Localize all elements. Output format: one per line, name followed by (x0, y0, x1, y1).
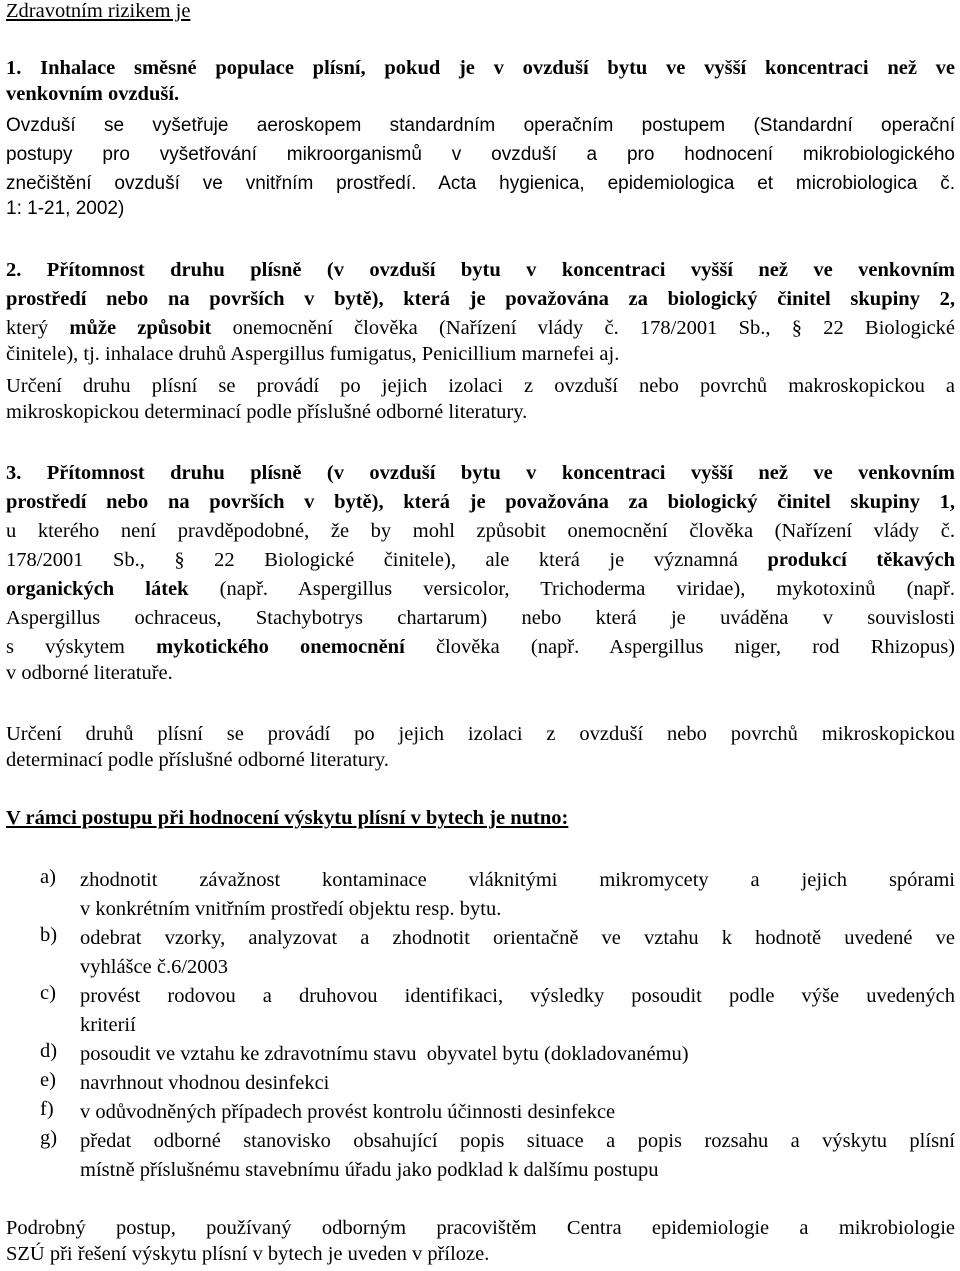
item-3-text-line: v odborné literatuře. (6, 662, 173, 684)
list-item-text: kriterií (80, 1014, 136, 1036)
list-item-text: provést rodovou a druhovou identifikaci, výsledky posoudit podle výše uvedených (80, 985, 955, 1007)
section-heading: Zdravotním rizikem je (6, 0, 191, 22)
text-span: 22 Biologické (802, 317, 955, 339)
list-item-text: navrhnout vhodnou desinfekci (80, 1072, 330, 1094)
item-2-text-line (6, 343, 619, 366)
text-span: člověka (např. Aspergillus niger, rod Rhizopus) (404, 636, 955, 658)
closing-line: SZÚ při řešení výskytu plísní v bytech je uveden v příloze. (6, 1243, 490, 1265)
list-marker: d) (40, 1040, 58, 1062)
bold-span: může způsobit (69, 317, 212, 339)
citation-span: Acta hygienica, epidemiologica et microbiologica č. (438, 173, 956, 194)
text-span: 22 Biologické činitele), ale která je významná (184, 549, 768, 571)
item-3-text-line: Aspergillus ochraceus, Stachybotrys chartarum) nebo která je uváděna v souvislosti (6, 607, 955, 629)
item-1-text-line: postupy pro vyšetřování mikroorganismů v ovzduší a pro hodnocení mikrobiologického (6, 144, 955, 165)
list-item-text: místně příslušnému stavebnímu úřadu jako podklad k dalšímu postupu (80, 1159, 659, 1181)
paragraph-line: Určení druhů plísní se provádí po jejich izolaci z ovzduší nebo povrchů mikroskopickou (6, 723, 955, 745)
list-item-text: v konkrétním vnitřním prostředí objektu resp. bytu. (80, 898, 502, 920)
bold-span: organických látek (6, 578, 189, 600)
list-marker: a) (40, 866, 56, 888)
item-3-text-line (6, 575, 955, 604)
section-sign-icon: § (174, 549, 185, 571)
list-marker: g) (40, 1127, 58, 1149)
list-marker: f) (40, 1098, 54, 1120)
text-span: který (6, 317, 70, 339)
item-3-text-line (6, 633, 955, 662)
list-item-text: předat odborné stanovisko obsahující popis situace a popis rozsahu a výskytu plísní (80, 1130, 955, 1152)
item-2-title: 2. Přítomnost druhu plísně (v ovzduší bytu v koncentraci vyšší než ve venkovním (6, 259, 955, 281)
item-3-title: 3. Přítomnost druhu plísně (v ovzduší bytu v koncentraci vyšší než ve venkovním (6, 462, 955, 484)
item-1-title: 1. Inhalace směsné populace plísní, pokud je v ovzduší bytu ve vyšší koncentraci než ve (6, 57, 955, 79)
list-item-text: zhodnotit závažnost kontaminace vláknitými mikromycety a jejich spórami (80, 869, 955, 891)
item-2-text-line (6, 314, 955, 343)
item-1-text-line: 1: 1-21, 2002) (6, 198, 125, 219)
paragraph-line: determinací podle příslušné odborné literatury. (6, 749, 389, 771)
text-span: (např. Aspergillus versicolor, Trichoderma viridae), mykotoxinů (např. (188, 578, 955, 600)
item-2-text-line: mikroskopickou determinací podle příslušné odborné literatury. (6, 401, 528, 423)
text-span: s výskytem (6, 636, 157, 658)
bold-span: produkcí těkavých (767, 549, 955, 571)
text-span: znečištění ovzduší ve vnitřním prostředí. (6, 173, 439, 194)
section-sign-icon: § (791, 317, 803, 339)
item-3-text-line: u kterého není pravděpodobné, že by mohl způsobit onemocnění člověka (Nařízení vlády č. (6, 520, 955, 542)
list-item-text: posoudit ve vztahu ke zdravotnímu stavu obyvatel bytu (dokladovanému) (80, 1043, 689, 1065)
list-item-text: v odůvodněných případech provést kontrolu účinnosti desinfekce (80, 1101, 616, 1123)
item-2-title-cont: prostředí nebo na površích v bytě), která je považována za biologický činitel skupiny 2, (6, 288, 955, 310)
procedure-heading: V rámci postupu při hodnocení výskytu plísní v bytech je nutno: (6, 807, 569, 829)
text-span: činitele), tj. (6, 343, 106, 365)
list-marker: c) (40, 982, 56, 1004)
item-1-title-cont: venkovním ovzduší. (6, 83, 180, 105)
list-marker: e) (40, 1069, 56, 1091)
bold-span: mykotického onemocnění (156, 636, 405, 658)
item-1-text-line (6, 169, 955, 198)
list-marker: b) (40, 924, 58, 946)
text-span: inhalace druhů Aspergillus fumigatus, Penicillium marnefei aj. (105, 343, 620, 365)
item-3-text-line (6, 546, 955, 575)
item-1-text-line: Ovzduší se vyšetřuje aeroskopem standardním operačním postupem (Standardní operační (6, 115, 955, 136)
text-span: onemocnění člověka (Nařízení vlády č. 178/2001 Sb., (211, 317, 792, 339)
item-3-title-cont: prostředí nebo na površích v bytě), která je považována za biologický činitel skupiny 1, (6, 491, 955, 513)
item-2-text-line: Určení druhu plísní se provádí po jejich izolaci z ovzduší nebo povrchů makroskopickou a (6, 375, 955, 397)
closing-line: Podrobný postup, používaný odborným pracovištěm Centra epidemiologie a mikrobiologie (6, 1217, 955, 1239)
text-span: 178/2001 Sb., (6, 549, 175, 571)
list-item-text: vyhlášce č.6/2003 (80, 956, 229, 978)
list-item-text: odebrat vzorky, analyzovat a zhodnotit orientačně ve vztahu k hodnotě uvedené ve (80, 927, 955, 949)
